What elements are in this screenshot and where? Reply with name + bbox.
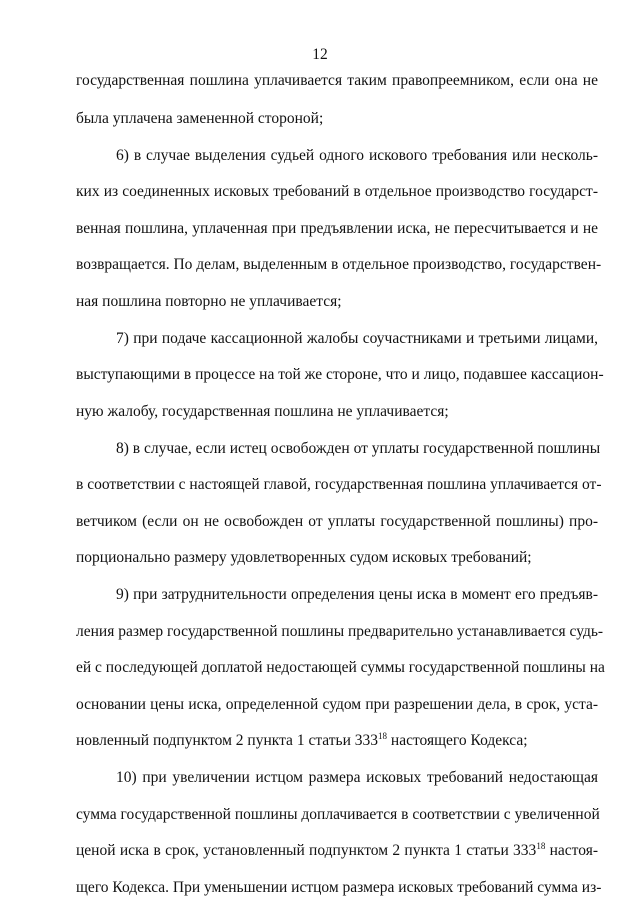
text-line: ких из соединенных исковых требований в отдельное производство государст- xyxy=(76,183,598,200)
text-line xyxy=(76,842,598,860)
text-line: выступающими в процессе на той же стороне, что и лицо, подавшее кассацион- xyxy=(76,366,604,383)
text-line: 9) при затруднительности определения цены иска в момент его предъяв- xyxy=(116,586,598,603)
text-line: 8) в случае, если истец освобожден от уплаты государственной пошлины xyxy=(116,440,601,457)
text-line: 7) при подаче кассационной жалобы соучастниками и третьими лицами, xyxy=(116,330,598,347)
text-line: венная пошлина, уплаченная при предъявлении иска, не пересчитывается и не xyxy=(76,220,598,237)
text-line: государственная пошлина уплачивается таким правопреемником, если она не xyxy=(76,72,598,89)
text-line: 6) в случае выделения судьей одного искового требования или несколь- xyxy=(116,147,598,164)
text-line: сумма государственной пошлины доплачивается в соответствии с увеличенной xyxy=(76,806,600,823)
text-line: в соответствии с настоящей главой, государственная пошлина уплачивается от- xyxy=(76,476,602,493)
text-segment: настоящего Кодекса; xyxy=(387,732,528,749)
text-line: щего Кодекса. При уменьшении истцом размера исковых требований сумма из- xyxy=(76,879,602,896)
text-segment: новленный подпунктом 2 пункта 1 статьи 333 xyxy=(76,732,379,749)
text-line: ветчиком (если он не освобожден от уплаты государственной пошлины) про- xyxy=(76,513,598,530)
superscript: 18 xyxy=(536,841,546,851)
superscript: 18 xyxy=(378,731,388,741)
text-line: ления размер государственной пошлины предварительно устанавливается судь- xyxy=(76,623,604,640)
text-line: порционально размеру удовлетворенных судом исковых требований; xyxy=(76,549,532,566)
page-number: 12 xyxy=(312,46,328,63)
text-segment: ценой иска в срок, установленный подпунктом 2 пункта 1 статьи 333 xyxy=(76,842,537,859)
text-line xyxy=(76,732,598,750)
text-line: ей с последующей доплатой недостающей суммы государственной пошлины на xyxy=(76,659,605,676)
text-segment: настоя- xyxy=(545,842,598,859)
text-line: была уплачена замененной стороной; xyxy=(76,110,324,127)
text-line: 10) при увеличении истцом размера исковых требований недостающая xyxy=(116,769,598,786)
text-line: ная пошлина повторно не уплачивается; xyxy=(76,293,342,310)
text-line: ную жалобу, государственная пошлина не уплачивается; xyxy=(76,403,449,420)
text-line: возвращается. По делам, выделенным в отдельное производство, государствен- xyxy=(76,256,602,273)
text-line: основании цены иска, определенной судом при разрешении дела, в срок, уста- xyxy=(76,696,598,713)
